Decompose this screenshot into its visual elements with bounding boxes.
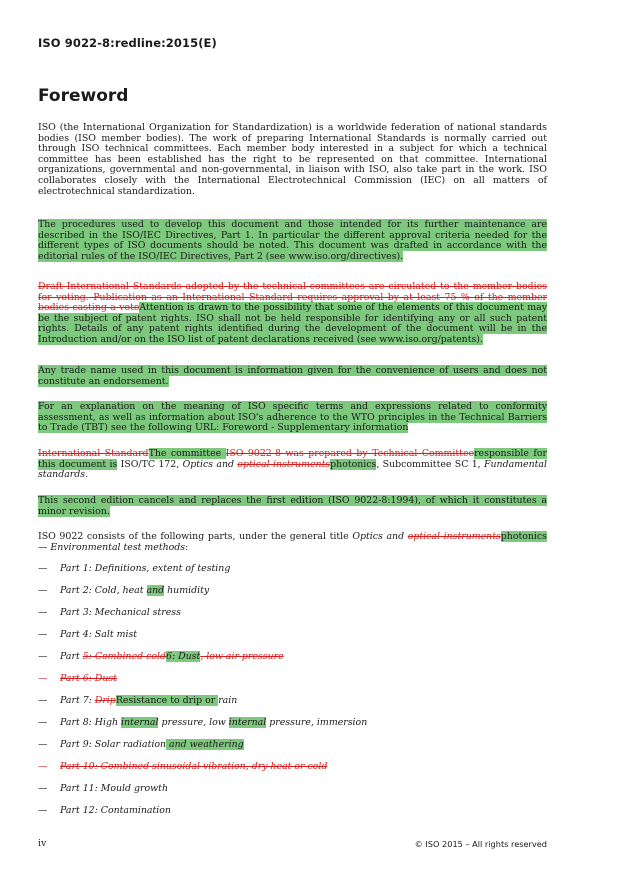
inserted-text: For an explanation on the meaning of ISO specific terms and expressions related to conformity assessment, as well as information about ISO's adherence to the WTO principles in the Technical Barriers to Trade (TBT) see the following URL: Foreword - Supplementary information bbox=[38, 401, 547, 434]
deleted-text: International Standard bbox=[38, 448, 149, 459]
list-item bbox=[38, 650, 284, 664]
list-item bbox=[38, 694, 237, 708]
paragraph-iso-terms bbox=[38, 402, 547, 434]
period: . bbox=[85, 469, 89, 481]
inserted-text: 6: Dust bbox=[166, 651, 201, 662]
list-item-deleted bbox=[38, 760, 327, 774]
inserted-text: photonics bbox=[330, 458, 377, 470]
dash: — bbox=[38, 563, 48, 574]
list-item bbox=[38, 628, 137, 642]
deleted-text: optical instruments bbox=[237, 458, 331, 470]
deleted-text: optical instruments bbox=[407, 531, 501, 542]
dash: — bbox=[38, 695, 48, 706]
list-item bbox=[38, 716, 367, 730]
subcommittee-title: Fundamental standards bbox=[38, 458, 547, 481]
part-label: humidity bbox=[164, 585, 210, 596]
paragraph-iso-intro: ISO (the International Organization for Standardization) is a worldwide federation of national standards bodies (ISO member bodies). The work of preparing International Standards is normally carried out through ISO technical committees. Each member body interested in a subject for which a technical committee has been established has the right to be represented on that committee. International organizations, governmental and non-governmental, in liaison with ISO, also take part in the work. ISO collaborates closely with the International Electrotechnical Commission (IEC) on all matters of electrotechnical standardization. bbox=[38, 122, 547, 197]
dash: — bbox=[38, 739, 48, 750]
part-label: Part 6: Dust bbox=[60, 673, 117, 684]
paragraph-committee bbox=[38, 449, 547, 481]
inserted-text: internal bbox=[121, 717, 159, 728]
part-label: Part 2: Cold, heat bbox=[60, 585, 147, 596]
title-italic: Optics and bbox=[182, 458, 238, 470]
paragraph-patents bbox=[38, 282, 547, 346]
list-item bbox=[38, 782, 168, 796]
dash: — bbox=[38, 783, 48, 794]
inserted-text: The procedures used to develop this document and those intended for its further maintenance are described in the ISO/IEC Directives, Part 1. In particular the different approval criteria needed for the different types of ISO documents should be noted. This document was drafted in accordance with the editorial rules of the ISO/IEC Directives, Part 2 (see www.iso.org/directives). bbox=[38, 219, 547, 262]
deleted-text: 5: Combined cold bbox=[82, 651, 166, 662]
part-label: Part 7: bbox=[60, 695, 95, 706]
paragraph-parts-intro bbox=[38, 532, 547, 553]
list-item bbox=[38, 562, 230, 576]
inserted-text: and bbox=[146, 585, 165, 596]
deleted-text: ISO 9022-8 was prepared by Technical Committee bbox=[225, 448, 475, 459]
deleted-text: , low air pressure bbox=[200, 651, 284, 662]
inserted-text: and weathering bbox=[166, 739, 244, 750]
part-label: rain bbox=[218, 695, 238, 706]
document-id: ISO 9022-8:redline:2015(E) bbox=[38, 36, 217, 50]
part-label: Part 12: Contamination bbox=[60, 805, 171, 816]
part-label: Part 3: Mechanical stress bbox=[60, 607, 181, 618]
part-label: Part 9: Solar radiation bbox=[60, 739, 167, 750]
part-label: Part 8: High bbox=[60, 717, 122, 728]
paragraph-edition bbox=[38, 496, 547, 517]
inserted-text: photonics bbox=[500, 531, 547, 542]
part-label: Part 1: Definitions, extent of testing bbox=[60, 563, 231, 574]
inserted-text: The committee bbox=[148, 448, 226, 459]
part-label: Part 4: Salt mist bbox=[60, 629, 138, 640]
em-dash: — bbox=[38, 541, 51, 553]
list-item bbox=[38, 738, 244, 752]
paragraph-procedures bbox=[38, 220, 547, 262]
paragraph-trade-name bbox=[38, 366, 547, 387]
list-item bbox=[38, 804, 171, 818]
dash: — bbox=[38, 673, 48, 684]
dash: — bbox=[38, 717, 48, 728]
dash: — bbox=[38, 805, 48, 816]
intro-text: ISO 9022 consists of the following parts, under the general title bbox=[38, 531, 353, 542]
deleted-text: Drip bbox=[94, 695, 116, 706]
inserted-text: Resistance to drip or bbox=[115, 695, 219, 706]
dash: — bbox=[38, 651, 48, 662]
committee-text: ISO/TC 172, bbox=[117, 458, 183, 470]
colon: : bbox=[185, 541, 189, 553]
list-item bbox=[38, 606, 181, 620]
part-label: Part bbox=[60, 651, 83, 662]
page-title: Foreword bbox=[38, 86, 129, 106]
deleted-text: Draft International Standards adopted by the technical committees are circulated to the member bodies for voting. Publication as an International Standard requires approval by at least 75 % of the member bodies casting a vote bbox=[38, 281, 547, 314]
inserted-text: internal bbox=[228, 717, 267, 728]
inserted-text: This second edition cancels and replaces the first edition (ISO 9022-8:1994), of which it constitutes a minor revision. bbox=[38, 495, 547, 517]
part-label: pressure, immersion bbox=[266, 717, 368, 728]
dash: — bbox=[38, 629, 48, 640]
inserted-text: Any trade name used in this document is information given for the convenience of users and does not constitute an endorsement. bbox=[38, 365, 547, 387]
dash: — bbox=[38, 585, 48, 596]
dash: — bbox=[38, 761, 48, 772]
subcommittee-text: , Subcommittee SC 1, bbox=[376, 458, 484, 470]
inserted-text: responsible for this document is bbox=[38, 448, 548, 470]
general-title: Environmental test methods bbox=[50, 541, 186, 553]
page-number: iv bbox=[38, 838, 47, 849]
copyright-notice: © ISO 2015 – All rights reserved bbox=[414, 839, 547, 849]
dash: — bbox=[38, 607, 48, 618]
title-italic: Optics and bbox=[352, 531, 408, 542]
part-label: pressure, low bbox=[158, 717, 229, 728]
part-label: Part 11: Mould growth bbox=[60, 783, 168, 794]
list-item bbox=[38, 584, 209, 598]
part-label: Part 10: Combined sinusoidal vibration, dry heat or cold bbox=[60, 761, 328, 772]
inserted-text: Attention is drawn to the possibility that some of the elements of this document may be the subject of patent rights. ISO shall not be held responsible for identifying any or all such patent rights. Details of any patent rights identified during the development of the document will be in the Introduction and/or on the ISO list of patent declarations received (see www.iso.org/patents). bbox=[38, 302, 547, 345]
list-item-deleted bbox=[38, 672, 117, 686]
